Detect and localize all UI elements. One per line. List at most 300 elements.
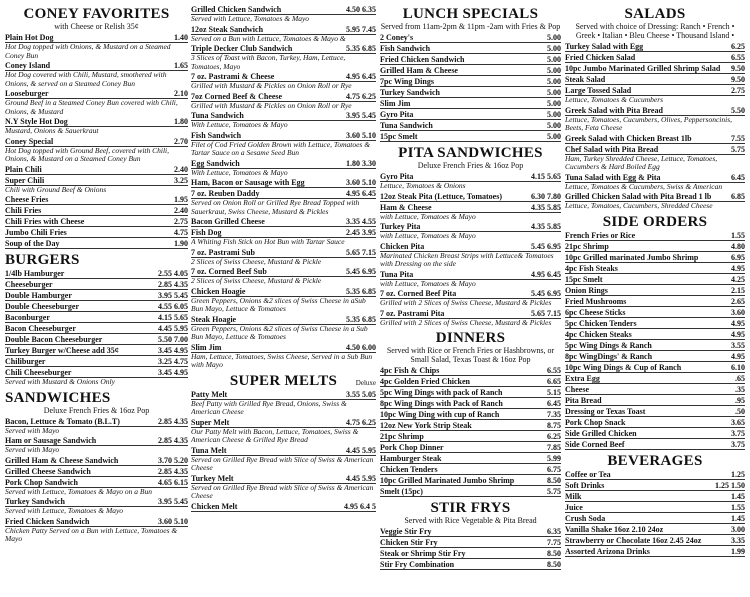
item-price: 1.90	[174, 239, 188, 248]
menu-item	[191, 390, 376, 400]
item-price: 3.75	[731, 428, 745, 438]
item-name: Grilled Ham & Cheese Sandwich	[5, 455, 119, 465]
menu-item	[565, 297, 745, 307]
menu-item	[380, 476, 561, 486]
menu-item	[380, 487, 561, 497]
menu-section	[5, 390, 188, 544]
item-price: 1.45	[731, 513, 745, 523]
item-description: Grilled with 2 Slices of Swiss Cheese, Mustard & Pickles	[380, 298, 552, 307]
item-name: Milk	[565, 491, 582, 501]
item-description: with Lettuce, Tomatoes & Mayo	[380, 278, 476, 288]
menu-item	[565, 42, 745, 52]
menu-item	[191, 25, 376, 35]
menu-section	[5, 252, 188, 387]
menu-item	[565, 514, 745, 524]
item-price: 4.50 6.00	[346, 342, 376, 352]
item-description: Our Patty Melt with Bacon, Lettuce, Tomatoes, Swiss & American Cheese & Grilled Rye Bread	[191, 426, 359, 444]
item-price: 5.35 6.85	[346, 286, 376, 296]
menu-column-3	[380, 4, 561, 573]
menu-item	[565, 319, 745, 329]
item-price: 1.25	[731, 469, 745, 479]
item-name: 15pc Smelt	[565, 274, 603, 284]
item-price: 4.75	[174, 228, 188, 237]
item-name: Side Corned Beef	[565, 439, 625, 449]
menu-item	[380, 121, 561, 131]
item-name: Chicken Melt	[191, 501, 238, 511]
item-name: 5pc Wing Dings & Ranch	[565, 340, 652, 350]
menu-item	[380, 421, 561, 431]
item-price: 2.70	[174, 136, 188, 146]
section-title: CONEY FAVORITES	[23, 6, 170, 22]
item-price: .50	[735, 406, 745, 416]
item-price: 1.25 1.50	[715, 480, 745, 490]
section-title: STIR FRYS	[430, 500, 511, 516]
menu-section	[191, 373, 376, 512]
item-name: 10pc Wing Dings & Cup of Ranch	[565, 362, 682, 372]
item-price: 7.35	[547, 410, 561, 419]
section-title: BURGERS	[5, 252, 80, 268]
item-name: 7 oz. Corned Beef Pita	[380, 289, 457, 298]
item-price: 4.75 6.25	[346, 417, 376, 427]
item-name: Soft Drinks	[565, 480, 605, 490]
item-price: 5.15	[547, 388, 561, 397]
menu-item	[565, 429, 745, 439]
item-price: 4.95	[731, 263, 745, 273]
item-name: 10pc Grilled marinated Jumbo Shrimp	[565, 252, 699, 262]
item-name: Chicken Stir Fry	[380, 538, 438, 547]
menu-item	[565, 308, 745, 318]
section-subtitle: Served with Rice or French Fries or Hashbrowns, or Small Salad, Texas Toast & 16oz Pop	[386, 346, 555, 364]
menu-item	[380, 242, 561, 252]
item-price: 4.35 5.85	[531, 222, 561, 231]
menu-item	[191, 248, 376, 258]
item-description: Ham, Lettuce, Tomatoes, Swiss Cheese, Served in a Sub Bun with Mayo	[191, 351, 373, 369]
item-name: Ham or Sausage Sandwich	[5, 436, 97, 445]
item-price: 1.55	[731, 230, 745, 240]
item-name: 7 oz. Pastrami Pita	[380, 308, 445, 318]
section-subtitle: with Cheese or Relish 35¢	[54, 22, 139, 31]
item-name: Patty Melt	[191, 389, 228, 399]
item-name: Tuna Sandwich	[191, 111, 244, 120]
item-description: with Lettuce, Tomatoes & Mayo	[380, 231, 476, 240]
item-description: Hot Dog topped with Ground Beef, covered with Chili, Onions, & Mustard on a Steamed Coney Bun	[5, 145, 170, 163]
menu-item	[191, 131, 376, 141]
item-description: Served with Mayo	[5, 425, 60, 435]
item-price: 5.35 6.85	[346, 44, 376, 53]
section-subtitle: Served with Rice Vegetable & Pita Bread	[404, 516, 537, 525]
item-name: 1/4lb Hamburger	[5, 269, 65, 278]
menu-item	[380, 99, 561, 109]
menu-item	[5, 456, 188, 466]
item-price: 7.55	[731, 133, 745, 143]
menu-item	[565, 440, 745, 450]
item-name: Plain Hot Dog	[5, 33, 54, 42]
item-price: 5.95 7.45	[346, 24, 376, 34]
item-price: 5.65 7.15	[531, 308, 561, 318]
item-name: Chili Cheeseburger	[5, 368, 72, 377]
menu-item	[5, 269, 188, 279]
item-description: Chicken Patty Served on a Bun with Lettuce, Tomatoes & Mayo	[5, 525, 178, 543]
item-name: Slim Jim	[380, 99, 411, 108]
item-price: 2.75	[731, 86, 745, 95]
item-name: Veggie Stir Fry	[380, 527, 432, 536]
item-name: 7 oz. Reuben Daddy	[191, 189, 260, 198]
item-name: Double Hamburger	[5, 291, 72, 300]
item-price: 4.65 6.15	[158, 477, 188, 487]
menu-item	[380, 560, 561, 570]
menu-item	[565, 231, 745, 241]
item-price: 2.40	[174, 164, 188, 174]
item-price: 5.45 6.95	[346, 267, 376, 276]
item-description: Ham, Turkey Shredded Cheese, Lettuce, Tomatoes, Cucumbers & Hard Boiled Egg	[565, 153, 718, 171]
item-price: 4.95 6.45	[346, 189, 376, 198]
item-description: Lettuce, Tomatoes & Onions	[380, 181, 466, 190]
item-name: Fish Sandwich	[380, 44, 431, 53]
item-name: Hamburger Steak	[380, 454, 442, 463]
menu-item	[565, 481, 745, 491]
menu-item	[565, 418, 745, 428]
item-name: 7 oz. Pastrami Sub	[191, 247, 255, 257]
item-price: 3.75	[731, 439, 745, 449]
menu-item	[191, 217, 376, 227]
menu-item	[380, 527, 561, 537]
menu-section	[5, 6, 188, 249]
item-description: Hot Dog topped with Onions, & Mustard on a Steamed Coney Bun	[5, 42, 171, 60]
menu-item	[565, 536, 745, 546]
item-name: 10pc Grilled Marinated Jumbo Shrimp	[380, 476, 515, 485]
item-description: 2 Slices of Swiss Cheese, Mustard & Pickle	[191, 276, 322, 285]
item-description: Mustard, Onions & Sauerkraut	[5, 126, 99, 135]
item-name: Double Cheeseburger	[5, 302, 79, 311]
item-name: 12oz Steak Pita (Lettuce, Tomatoes)	[380, 191, 502, 201]
item-price: 5.75	[731, 144, 745, 154]
menu-item	[380, 270, 561, 280]
item-name: Smelt (15pc)	[380, 487, 423, 496]
item-name: Steak or Shrimp Stir Fry	[380, 549, 466, 558]
item-description: Lettuce, Tomatoes, Cucumbers, Shredded Cheese	[565, 201, 713, 210]
item-price: 6.25	[547, 432, 561, 441]
item-price: 5.65 7.15	[346, 247, 376, 257]
item-price: 6.85	[731, 192, 745, 201]
section-subtitle: Deluxe French Fries & 16oz Pop	[417, 161, 524, 170]
item-description: Grilled with 2 Slices of Swiss Cheese, Mustard & Pickles	[380, 317, 552, 327]
item-price: 6.45	[547, 399, 561, 408]
item-name: Chicken Pita	[380, 241, 425, 251]
item-name: Chiliburger	[5, 357, 46, 366]
menu-item	[380, 410, 561, 420]
item-description: Served on a Bun with Lettuce, Tomatoes & Mayo &	[191, 33, 346, 43]
menu-item	[565, 470, 745, 480]
section-subtitle: Served with choice of Dressing: Ranch • French • Greek • Italian • Bleu Cheese • Thousand Island •	[575, 22, 735, 40]
item-name: Strawberry or Chocolate 16oz 2.45 24oz	[565, 535, 702, 545]
item-price: 3.60	[731, 307, 745, 317]
item-name: Pork Chop Dinner	[380, 443, 444, 452]
item-name: Egg Sandwich	[191, 158, 240, 168]
item-name: Grilled Chicken Sandwich	[191, 5, 282, 14]
item-price: 2.85 4.35	[158, 436, 188, 445]
menu-item	[191, 159, 376, 169]
item-price: 3.35	[731, 535, 745, 545]
item-name: Pork Chop Snack	[565, 417, 626, 427]
item-name: Chicken Tenders	[380, 465, 438, 474]
menu-item	[191, 446, 376, 456]
item-name: Tuna Melt	[191, 445, 227, 455]
item-price: 3.95 5.45	[158, 291, 188, 300]
item-name: Plain Chili	[5, 164, 42, 174]
menu-item	[565, 407, 745, 417]
menu-section	[565, 214, 745, 450]
item-name: Chef Salad with Pita Bread	[565, 144, 659, 154]
item-description: Lettuce, Tomatoes & Cucumbers	[565, 95, 664, 104]
item-price: 3.00	[731, 524, 745, 534]
menu-section	[380, 6, 561, 142]
item-name: 4pc Golden Fried Chicken	[380, 377, 471, 386]
item-name: Grilled Cheese Sandwich	[5, 466, 91, 476]
item-name: Assorted Arizona Drinks	[565, 546, 650, 556]
item-price: 3.45 4.95	[158, 346, 188, 355]
item-name: Fried Mushrooms	[565, 296, 627, 306]
menu-item	[5, 335, 188, 345]
menu-item	[380, 549, 561, 559]
menu-item	[5, 302, 188, 312]
menu-item	[5, 280, 188, 290]
item-name: Bacon, Lettuce & Tomato (B.L.T)	[5, 416, 120, 426]
item-price: 3.25 4.75	[158, 357, 188, 366]
item-description: Green Peppers, Onions &2 slices of Swiss Cheese in a Sub Bun Mayo, Lettuce & Tomatoes	[191, 323, 368, 341]
item-name: Coney Island	[5, 61, 51, 70]
menu-item	[565, 75, 745, 85]
item-name: 8pc WingDings' & Ranch	[565, 351, 653, 361]
section-subtitle: Served from 11am-2pm & 11pm -2am with Fries & Pop	[380, 22, 561, 31]
menu-item	[5, 165, 188, 175]
item-price: 1.40	[174, 33, 188, 42]
menu-item	[565, 253, 745, 263]
item-price: 1.80	[174, 117, 188, 126]
item-name: Fish Sandwich	[191, 130, 242, 140]
item-name: Fried Chicken Sandwich	[380, 55, 465, 64]
menu-item	[565, 341, 745, 351]
item-price: 2.75	[174, 217, 188, 226]
item-name: 7 oz. Corned Beef Sub	[191, 267, 267, 276]
item-name: Triple Decker Club Sandwich	[191, 44, 293, 53]
item-name: Ham, Bacon or Sausage with Egg	[191, 178, 305, 187]
menu-column-4	[565, 4, 745, 560]
item-name: Tuna Salad with Egg & Pita	[565, 172, 661, 182]
item-description: With Lettuce, Tomatoes & Mayo	[191, 120, 288, 129]
menu-item	[5, 357, 188, 367]
menu-item	[565, 242, 745, 252]
item-price: 3.35 4.55	[346, 217, 376, 226]
menu-item	[191, 502, 376, 512]
item-price: 7.75	[547, 538, 561, 547]
item-name: Greek Salad with Chicken Breast 1lb	[565, 133, 692, 143]
item-price: 2.15	[731, 285, 745, 295]
item-price: 4.75 6.25	[346, 91, 376, 101]
item-price: 8.75	[547, 421, 561, 430]
item-name: 6pc Cheese Sticks	[565, 307, 626, 317]
item-price: 3.45 4.95	[158, 368, 188, 377]
item-price: 5.45 6.95	[531, 289, 561, 298]
menu-section	[191, 5, 376, 370]
menu-item	[380, 454, 561, 464]
item-price: 5.00	[547, 44, 561, 53]
item-name: 4pc Fish & Chips	[380, 366, 440, 375]
item-name: Jumbo Chili Fries	[5, 228, 67, 237]
item-price: 6.35	[547, 527, 561, 536]
item-description: Served on Grilled Rye Bread with Slice of Swiss & American Cheese	[191, 454, 374, 472]
item-price: 5.00	[547, 121, 561, 130]
item-price: 4.35 5.85	[531, 202, 561, 212]
item-price: 2.85 4.35	[158, 466, 188, 476]
menu-item	[380, 110, 561, 120]
item-price: 4.95 6.45	[531, 269, 561, 279]
item-price: 3.55	[731, 340, 745, 350]
item-name: Fried Chicken Sandwich	[5, 516, 90, 526]
menu-item	[380, 538, 561, 548]
item-name: 12oz Steak Sandwich	[191, 24, 264, 34]
item-name: Gyro Pita	[380, 172, 414, 181]
item-name: 2 Coney's	[380, 33, 414, 42]
item-name: Large Tossed Salad	[565, 86, 632, 95]
item-name: Bacon Cheeseburger	[5, 324, 76, 333]
item-description: Served on Onion Roll or Grilled Rye Bread Topped with Sauerkraut, Swiss Cheese, Mustard & Pickles	[191, 198, 360, 216]
section-title: LUNCH SPECIALS	[402, 6, 539, 22]
menu-item	[380, 443, 561, 453]
item-price: 4.25	[731, 274, 745, 284]
item-description: 2 Slices of Swiss Cheese, Mustard & Pickle	[191, 256, 322, 266]
menu-item	[380, 309, 561, 319]
menu-item	[380, 55, 561, 65]
item-price: 4.95 6.45	[346, 72, 376, 81]
menu-section	[380, 500, 561, 570]
item-name: Turkey Melt	[191, 473, 234, 483]
item-price: 4.95	[731, 329, 745, 339]
item-price: 2.45 3.95	[346, 228, 376, 237]
item-name: Juice	[565, 502, 583, 512]
item-description: Marinated Chicken Breast Strips with Lettuce& Tomatoes with Dressing on the side	[380, 250, 554, 268]
menu-item	[191, 92, 376, 102]
menu-item	[5, 313, 188, 323]
item-price: 4.15 5.65	[531, 172, 561, 181]
item-description: Served with Mustard & Onions Only	[5, 377, 115, 386]
menu-item	[5, 217, 188, 227]
item-name: Side Grilled Chicken	[565, 428, 637, 438]
item-price: .65	[735, 373, 745, 383]
item-description: Green Peppers, Onions &2 slices of Swiss Cheese in aSub Bun Mayo, Lettuce & Tomatoes	[191, 295, 366, 313]
item-price: 2.40	[174, 206, 188, 215]
item-price: 4.15 5.65	[158, 313, 188, 322]
menu-item	[380, 44, 561, 54]
section-title: SALADS	[624, 6, 686, 22]
menu-item	[380, 192, 561, 202]
item-price: 3.60 5.10	[346, 130, 376, 140]
menu-item	[380, 88, 561, 98]
menu-item	[565, 275, 745, 285]
item-name: 21pc Shrimp	[565, 241, 609, 251]
item-price: 4.55 6.05	[158, 302, 188, 311]
menu-item	[5, 346, 188, 356]
menu-column-1	[5, 4, 188, 547]
item-name: French Fries or Rice	[565, 230, 636, 240]
item-price: 4.50 6.35	[346, 5, 376, 14]
menu-item	[380, 377, 561, 387]
section-title: PITA SANDWICHES	[398, 145, 543, 161]
item-price: 5.00	[547, 110, 561, 119]
item-price: 1.55	[731, 502, 745, 512]
menu-item	[5, 517, 188, 527]
item-description: Chili with Ground Beef & Onions	[5, 184, 107, 194]
menu-item	[191, 315, 376, 325]
item-price: 5.00	[547, 77, 561, 86]
menu-item	[5, 176, 188, 186]
item-price: 5.00	[547, 55, 561, 64]
item-price: 6.55	[731, 53, 745, 62]
item-price: 2.85 4.35	[158, 416, 188, 426]
section-title: SANDWICHES	[5, 389, 111, 406]
item-name: Slim Jim	[191, 342, 222, 352]
item-price: 4.45 5.95	[346, 445, 376, 455]
item-price: 5.50	[731, 105, 745, 115]
item-name: Coney Special	[5, 136, 54, 146]
item-price: 9.50	[731, 75, 745, 84]
section-title: DINNERS	[435, 330, 506, 346]
menu-item	[5, 324, 188, 334]
item-description: With Lettuce, Tomatoes & Mayo	[191, 167, 288, 177]
item-price: 5.00	[547, 88, 561, 97]
item-name: Ham & Cheese	[380, 202, 432, 212]
item-price: 2.85 4.35	[158, 280, 188, 289]
item-name: 4pc Chicken Steaks	[565, 329, 632, 339]
menu-item	[380, 399, 561, 409]
item-name: Baconburger	[5, 313, 50, 322]
item-price: 4.80	[731, 241, 745, 251]
menu-item	[380, 203, 561, 213]
menu-item	[565, 492, 745, 502]
item-price: 5.00	[547, 66, 561, 75]
menu-section	[565, 453, 745, 557]
item-price: 3.95 5.45	[158, 497, 188, 506]
item-price: 1.80 3.30	[346, 158, 376, 168]
menu-item	[565, 106, 745, 116]
menu-section	[565, 6, 745, 211]
item-name: Grilled Ham & Cheese	[380, 66, 458, 75]
menu-item	[565, 145, 745, 155]
item-name: Cheese Fries	[5, 195, 49, 204]
item-name: 5pc Wing Dings with pack of Ranch	[380, 388, 503, 397]
item-description: Grilled with Mustard & Pickles on Onion Roll or Rye	[191, 100, 352, 110]
menu-item	[565, 286, 745, 296]
item-price: 3.60 5.10	[346, 178, 376, 187]
item-name: 7oz Corned Beef & Cheese	[191, 91, 283, 101]
menu-item	[380, 66, 561, 76]
item-price: .35	[735, 384, 745, 394]
menu-item	[565, 53, 745, 63]
menu-item	[565, 64, 745, 74]
menu-item	[5, 291, 188, 301]
menu-item	[565, 503, 745, 513]
menu-item	[380, 465, 561, 475]
item-price: 5.75	[547, 487, 561, 496]
menu-item	[5, 228, 188, 238]
item-name: Double Bacon Cheeseburger	[5, 335, 103, 344]
item-name: Chicken Hoagie	[191, 286, 246, 296]
item-name: Gyro Pita	[380, 110, 414, 119]
item-price: 4.95	[731, 318, 745, 328]
section-subtitle: Deluxe French Fries & 16oz Pop	[43, 405, 150, 415]
item-name: 10pc Wing Ding with cup of Ranch	[380, 410, 500, 419]
item-price: 8.50	[547, 560, 561, 569]
item-price: 5.00	[547, 132, 561, 141]
